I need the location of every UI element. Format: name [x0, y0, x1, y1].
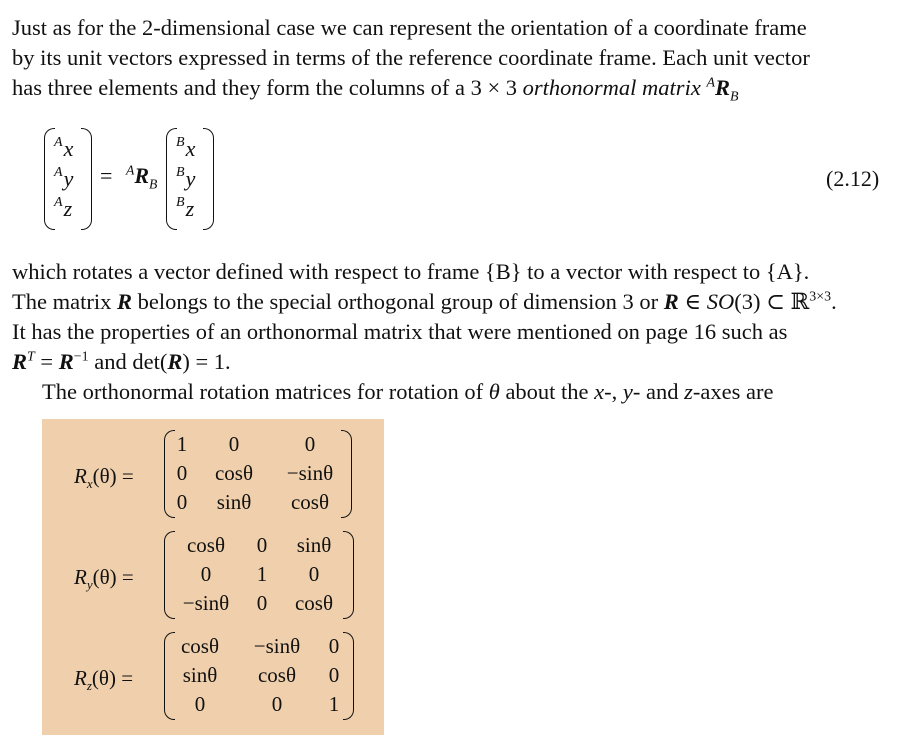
rz-cell: cosθ	[180, 634, 220, 658]
rz-cell: sinθ	[182, 663, 218, 687]
rz-cell: 0	[328, 663, 340, 687]
ry-cell: cosθ	[294, 591, 334, 615]
rx-cell: 0	[228, 432, 240, 456]
ry-cell: cosθ	[186, 533, 226, 557]
rotation-matrices-box	[42, 419, 384, 735]
eq-lhs-x: $^A$x	[54, 135, 74, 161]
para1-line1: Just as for the 2-dimensional case we can represent the orientation of a coordinate frame	[12, 15, 807, 40]
para1-line3	[12, 74, 739, 105]
para1-line3-emphasis: orthonormal matrix	[522, 75, 701, 100]
eq-rhs-vector	[166, 128, 214, 230]
rx-cell: 0	[176, 461, 188, 485]
ry-cell: 0	[256, 591, 268, 615]
ry-cell: sinθ	[296, 533, 332, 557]
ry-cell: 0	[256, 533, 268, 557]
ry-cell: 0	[308, 562, 320, 586]
rx-cell: cosθ	[214, 461, 254, 485]
para3-line1: The orthonormal rotation matrices for rotation of θ about the x-, y- and z-axes are	[42, 379, 774, 404]
eq-rhs-z: $^B$z	[176, 195, 195, 221]
eq-lhs-vector	[44, 128, 92, 230]
eq-rhs-x: $^B$x	[176, 135, 196, 161]
rz-cell: 1	[328, 692, 340, 716]
rz-label: $R_z(\theta)$ =	[74, 666, 134, 694]
eq-lhs-y: $^A$y	[54, 165, 74, 191]
rz-cell: 0	[194, 692, 206, 716]
ry-matrix	[164, 531, 354, 619]
rx-cell: 1	[176, 432, 188, 456]
para1-sub: B	[729, 89, 739, 105]
rz-cell: cosθ	[257, 663, 297, 687]
rx-cell: 0	[304, 432, 316, 456]
para1-line2: by its unit vectors expressed in terms of the reference coordinate frame. Each unit vector	[12, 45, 810, 70]
ry-label: $R_y(\theta)$ =	[74, 565, 134, 593]
rz-cell: −sinθ	[253, 634, 301, 658]
para2-line3: It has the properties of an orthonormal matrix that were mentioned on page 16 such as	[12, 319, 788, 344]
eq-operator: $^AR_B$	[126, 162, 158, 192]
rx-cell: cosθ	[290, 490, 330, 514]
para1-line3-text: has three elements and they form the columns of a 3 × 3	[12, 75, 523, 100]
para2-line2: The matrix R belongs to the special orthogonal group of dimension 3 or R ∈ SO(3) ⊂ ℝ$^{3\times 3}$.	[12, 289, 837, 314]
para2-line1: which rotates a vector defined with respect to frame {B} to a vector with respect to {A}.	[12, 259, 810, 284]
rx-cell: −sinθ	[286, 461, 334, 485]
rx-label: $R_x(\theta)$ =	[74, 464, 134, 492]
rz-matrix	[164, 632, 354, 720]
para1-sup: A	[706, 75, 715, 91]
eq-equals: =	[100, 163, 113, 188]
rz-cell: 0	[328, 634, 340, 658]
rx-matrix	[164, 430, 352, 518]
rx-cell: sinθ	[216, 490, 252, 514]
equation-number: (2.12)	[826, 166, 880, 191]
ry-cell: 0	[200, 562, 212, 586]
eq-rhs-y: $^B$y	[176, 165, 196, 191]
para2-line4: $R^T = R^{-1}$ and det(R) = 1.	[12, 349, 231, 374]
rx-cell: 0	[176, 490, 188, 514]
ry-cell: 1	[256, 562, 268, 586]
ry-cell: −sinθ	[182, 591, 230, 615]
rz-cell: 0	[271, 692, 283, 716]
eq-lhs-z: $^A$z	[54, 195, 73, 221]
para1-R: R	[714, 75, 730, 100]
